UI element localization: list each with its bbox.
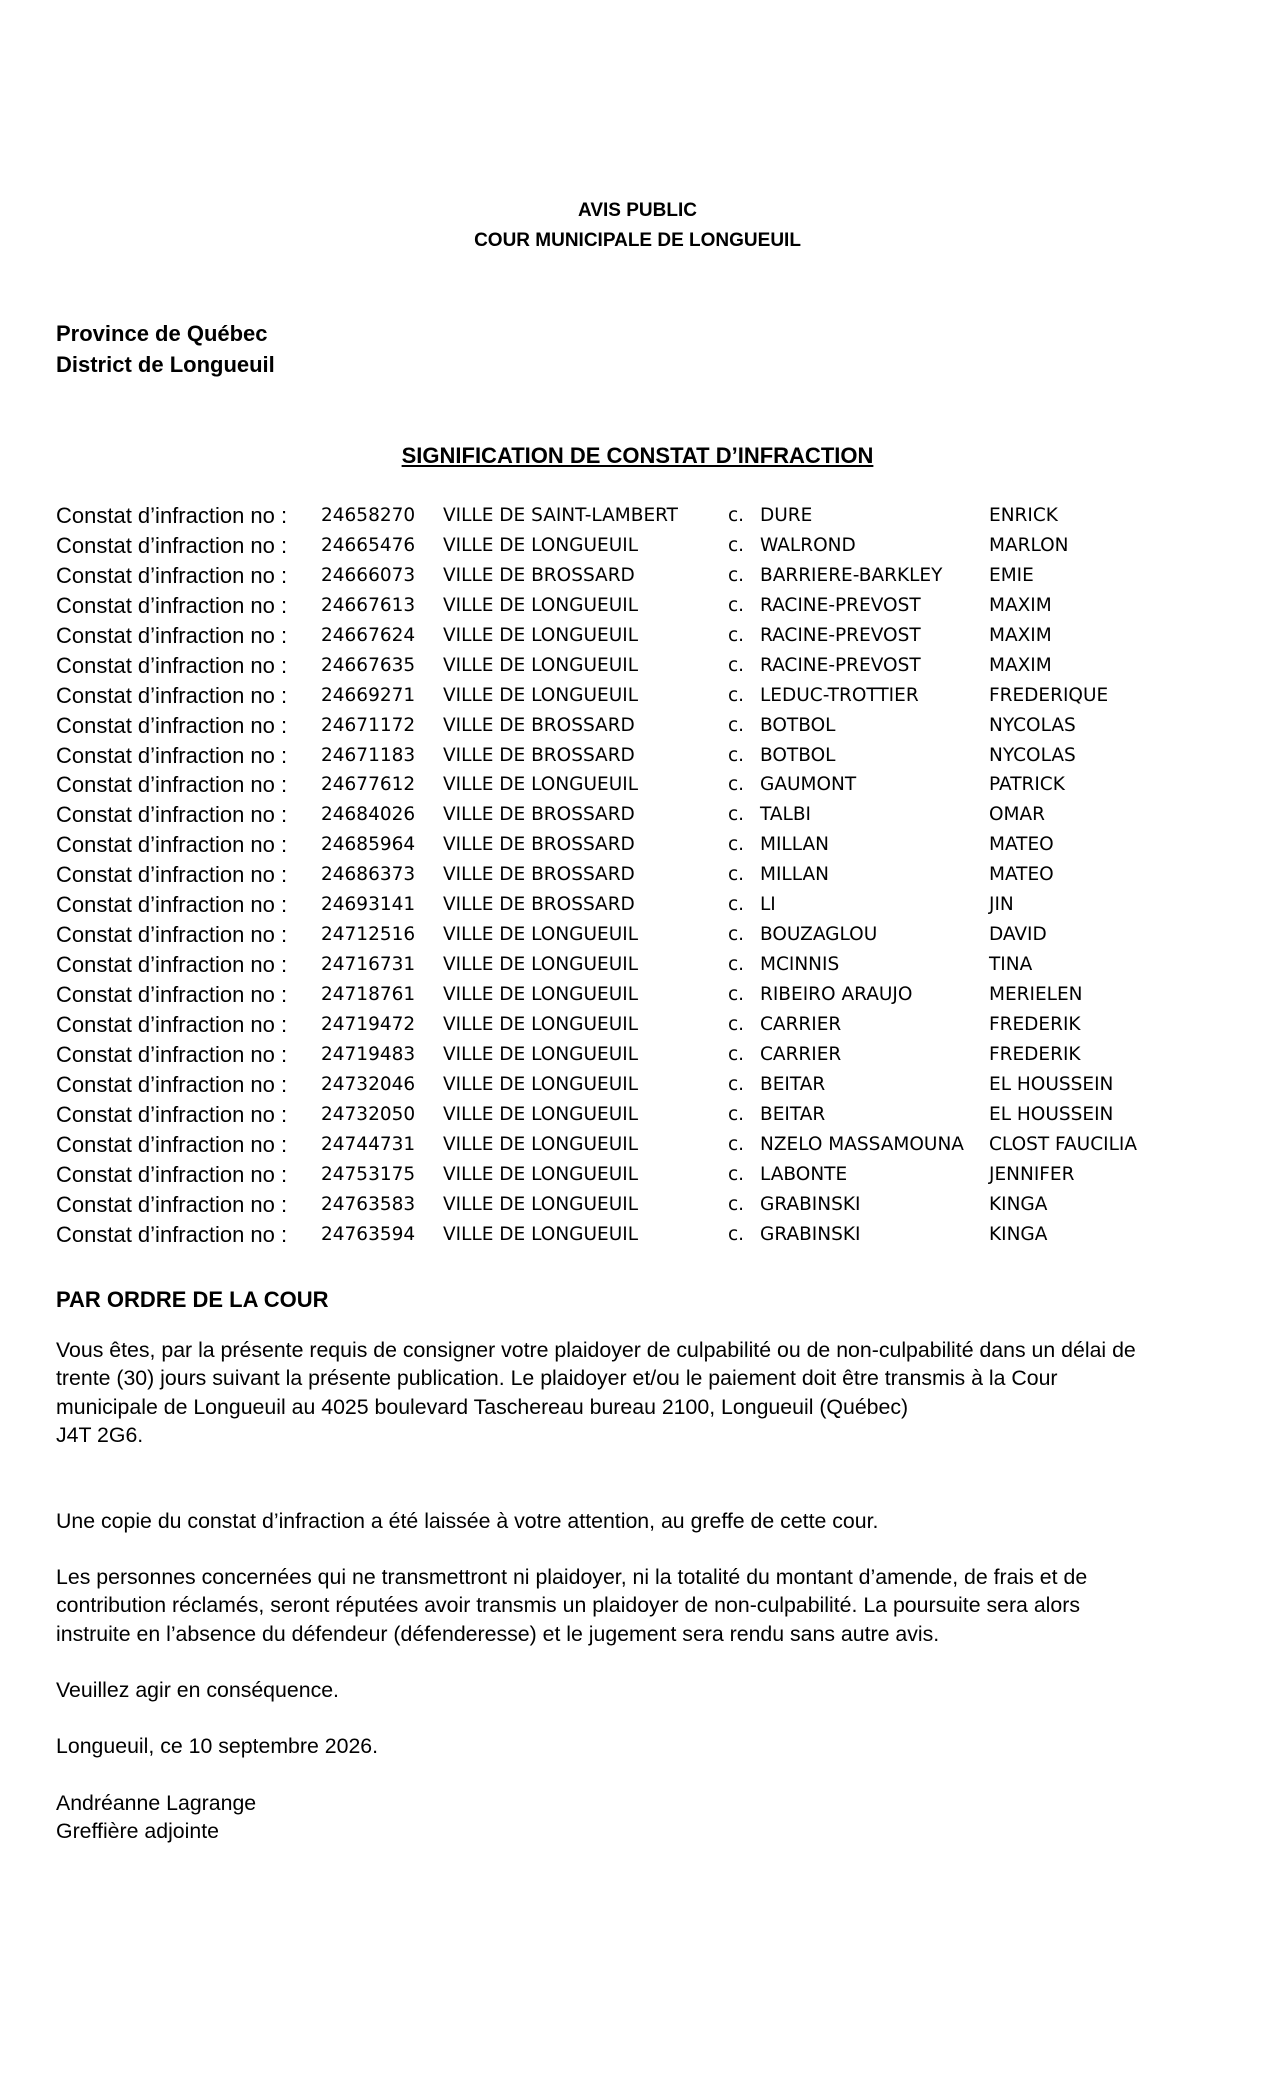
versus-separator: c. [728,864,745,886]
infraction-number: 24718761 [321,984,416,1005]
infraction-number: 24716731 [321,954,416,976]
versus-separator: c. [728,624,745,646]
versus-separator: c. [728,1103,745,1125]
defendant-last-name: MILLAN [760,864,829,886]
infraction-label: Constat d’infraction no : [56,652,288,678]
versus-separator: c. [728,924,745,946]
defendant-first-name: MARLON [989,534,1069,556]
defendant-first-name: DAVID [989,924,1047,946]
versus-separator: c. [728,684,745,706]
plaintiff-city: VILLE DE BROSSARD [443,804,635,826]
paragraph-line: Vous êtes, par la présente requis de consigner votre plaidoyer de culpabilité ou de non-culpabilité dans un délai de [56,1338,1136,1362]
infraction-number: 24763583 [321,1193,416,1215]
infraction-row [56,561,1236,591]
defendant-last-name: BOUZAGLOU [760,924,878,946]
plaintiff-city: VILLE DE LONGUEUIL [443,1133,639,1155]
versus-separator: c. [728,984,745,1005]
infraction-row [56,621,1236,651]
infraction-row [56,531,1236,561]
header-court-name: COUR MUNICIPALE DE LONGUEUIL [474,230,801,251]
plaintiff-city: VILLE DE LONGUEUIL [443,1103,639,1125]
defendant-first-name: FREDERIK [989,1013,1081,1035]
defendant-last-name: RACINE-PREVOST [760,624,921,646]
infraction-row [56,681,1236,711]
infraction-number: 24753175 [321,1163,416,1185]
infraction-row [56,800,1236,830]
infraction-number: 24744731 [321,1133,416,1155]
defendant-last-name: LI [760,894,776,916]
defendant-first-name: TINA [989,954,1033,976]
paragraph-line: trente (30) jours suivant la présente publication. Le plaidoyer et/ou le paiement doit être transmis à la Cour [56,1366,1058,1391]
plaintiff-city: VILLE DE LONGUEUIL [443,1223,639,1245]
versus-separator: c. [728,1223,745,1245]
infraction-label: Constat d’infraction no : [56,1041,288,1067]
defendant-last-name: RACINE-PREVOST [760,594,921,616]
infraction-number: 24686373 [321,864,416,886]
defendant-last-name: NZELO MASSAMOUNA [760,1133,964,1155]
versus-separator: c. [728,654,745,676]
infraction-number: 24666073 [321,564,416,586]
infraction-number: 24658270 [321,505,416,526]
infraction-label: Constat d’infraction no : [56,982,288,1007]
infraction-number: 24677612 [321,774,416,796]
plaintiff-city: VILLE DE SAINT-LAMBERT [443,505,678,526]
notice-header [0,196,1275,256]
plaintiff-city: VILLE DE BROSSARD [443,744,635,766]
district-label: District de Longueuil [56,352,275,377]
infraction-label: Constat d’infraction no : [56,532,288,558]
infraction-label: Constat d’infraction no : [56,832,288,858]
defendant-first-name: KINGA [989,1223,1048,1245]
defendant-last-name: MCINNIS [760,954,840,976]
plaintiff-city: VILLE DE LONGUEUIL [443,954,639,976]
defendant-first-name: MATEO [989,834,1054,856]
infraction-row [56,950,1236,980]
infraction-number: 24719472 [321,1013,416,1035]
defendant-first-name: NYCOLAS [989,744,1076,766]
defendant-last-name: LEDUC-TROTTIER [760,684,919,706]
plaintiff-city: VILLE DE LONGUEUIL [443,1043,639,1065]
versus-separator: c. [728,1193,745,1215]
defendant-first-name: MERIELEN [989,984,1083,1005]
infraction-label: Constat d’infraction no : [56,1071,288,1097]
infraction-label: Constat d’infraction no : [56,592,288,618]
infraction-row [56,1190,1236,1220]
infraction-label: Constat d’infraction no : [56,922,288,948]
infraction-label: Constat d’infraction no : [56,1101,288,1127]
infraction-number: 24684026 [321,804,416,826]
jurisdiction-block [56,318,275,380]
defendant-last-name: GAUMONT [760,774,857,796]
infraction-label: Constat d’infraction no : [56,1131,288,1157]
defendant-first-name: JIN [989,894,1014,916]
versus-separator: c. [728,564,745,586]
defendant-first-name: NYCOLAS [989,714,1076,736]
infraction-number: 24712516 [321,924,416,946]
plaintiff-city: VILLE DE LONGUEUIL [443,984,639,1005]
versus-separator: c. [728,1013,745,1035]
plaintiff-city: VILLE DE BROSSARD [443,894,635,916]
plea-paragraph [56,1336,1226,1449]
infraction-row [56,591,1236,621]
versus-separator: c. [728,804,745,826]
defendant-last-name: CARRIER [760,1013,842,1035]
defendant-last-name: MILLAN [760,834,829,856]
versus-separator: c. [728,834,745,856]
infraction-number: 24667613 [321,594,416,616]
infraction-row [56,830,1236,860]
infraction-row [56,770,1236,800]
paragraph-line: J4T 2G6. [56,1422,144,1447]
defendant-last-name: GRABINSKI [760,1223,861,1245]
paragraph-line: Veuillez agir en conséquence. [56,1678,339,1702]
defendant-last-name: BEITAR [760,1103,826,1125]
plaintiff-city: VILLE DE LONGUEUIL [443,774,639,796]
infraction-row [56,860,1236,890]
defendant-last-name: BEITAR [760,1073,826,1095]
plaintiff-city: VILLE DE LONGUEUIL [443,594,639,616]
infraction-row [56,501,1236,531]
paragraph-line: Une copie du constat d’infraction a été laissée à votre attention, au greffe de cette cour. [56,1509,879,1533]
plaintiff-city: VILLE DE LONGUEUIL [443,1163,639,1185]
infraction-list [56,501,1236,1249]
infraction-row [56,1070,1236,1100]
defendant-first-name: FREDERIQUE [989,684,1109,706]
infraction-row [56,1220,1236,1250]
infraction-number: 24693141 [321,894,416,916]
plaintiff-city: VILLE DE LONGUEUIL [443,534,639,556]
infraction-row [56,1010,1236,1040]
defendant-last-name: BOTBOL [760,744,836,766]
infraction-label: Constat d’infraction no : [56,1191,288,1217]
signatory-title: Greffière adjointe [56,1819,219,1844]
plaintiff-city: VILLE DE LONGUEUIL [443,924,639,946]
infraction-row [56,741,1236,771]
signatory-name: Andréanne Lagrange [56,1791,257,1815]
defendant-first-name: ENRICK [989,505,1058,526]
infraction-label: Constat d’infraction no : [56,682,288,708]
defendant-last-name: TALBI [760,804,811,826]
infraction-label: Constat d’infraction no : [56,772,288,798]
versus-separator: c. [728,534,745,556]
province-label: Province de Québec [56,321,268,346]
versus-separator: c. [728,1163,745,1185]
infraction-label: Constat d’infraction no : [56,712,288,738]
versus-separator: c. [728,594,745,616]
infraction-row [56,1160,1236,1190]
versus-separator: c. [728,714,745,736]
consequence-paragraph [56,1563,1226,1648]
defendant-first-name: MAXIM [989,654,1052,676]
defendant-last-name: RACINE-PREVOST [760,654,921,676]
infraction-label: Constat d’infraction no : [56,562,288,588]
copy-paragraph [56,1507,1226,1535]
infraction-row [56,1130,1236,1160]
defendant-last-name: CARRIER [760,1043,842,1065]
infraction-label: Constat d’infraction no : [56,892,288,918]
versus-separator: c. [728,1043,745,1065]
infraction-label: Constat d’infraction no : [56,622,288,648]
infraction-number: 24763594 [321,1223,416,1245]
order-title: PAR ORDRE DE LA COUR [56,1287,329,1312]
defendant-first-name: MAXIM [989,624,1052,646]
paragraph-line: Longueuil, ce 10 septembre 2026. [56,1734,379,1758]
infraction-row [56,890,1236,920]
plaintiff-city: VILLE DE BROSSARD [443,714,635,736]
infraction-label: Constat d’infraction no : [56,1221,288,1247]
infraction-number: 24671183 [321,744,416,766]
defendant-first-name: EL HOUSSEIN [989,1103,1114,1125]
defendant-last-name: DURE [760,505,813,526]
plaintiff-city: VILLE DE LONGUEUIL [443,1193,639,1215]
versus-separator: c. [728,744,745,766]
infraction-number: 24665476 [321,534,416,556]
infraction-number: 24671172 [321,714,416,736]
infraction-label: Constat d’infraction no : [56,862,288,888]
infraction-row [56,1100,1236,1130]
defendant-first-name: EL HOUSSEIN [989,1073,1114,1095]
infraction-number: 24732050 [321,1103,416,1125]
plaintiff-city: VILLE DE BROSSARD [443,864,635,886]
defendant-first-name: FREDERIK [989,1043,1081,1065]
paragraph-line: Les personnes concernées qui ne transmettront ni plaidoyer, ni la totalité du montant d’amende, de frais et de [56,1565,1088,1589]
plaintiff-city: VILLE DE LONGUEUIL [443,654,639,676]
infraction-row [56,980,1236,1010]
section-title: SIGNIFICATION DE CONSTAT D’INFRACTION [401,443,874,468]
infraction-number: 24667624 [321,624,416,646]
infraction-row [56,711,1236,741]
infraction-label: Constat d’infraction no : [56,503,288,528]
defendant-last-name: BARRIERE-BARKLEY [760,564,943,586]
infraction-row [56,651,1236,681]
date-line [56,1732,1226,1760]
defendant-first-name: OMAR [989,804,1046,826]
infraction-number: 24669271 [321,684,416,706]
versus-separator: c. [728,774,745,796]
plaintiff-city: VILLE DE BROSSARD [443,564,635,586]
defendant-first-name: JENNIFER [989,1163,1075,1185]
versus-separator: c. [728,1073,745,1095]
plaintiff-city: VILLE DE LONGUEUIL [443,624,639,646]
defendant-first-name: MAXIM [989,594,1052,616]
infraction-number: 24732046 [321,1073,416,1095]
plaintiff-city: VILLE DE LONGUEUIL [443,1013,639,1035]
versus-separator: c. [728,894,745,916]
paragraph-line: municipale de Longueuil au 4025 boulevard Taschereau bureau 2100, Longueuil (Québec) [56,1394,909,1419]
defendant-last-name: RIBEIRO ARAUJO [760,984,913,1005]
infraction-number: 24685964 [321,834,416,856]
defendant-last-name: WALROND [760,534,856,556]
plaintiff-city: VILLE DE LONGUEUIL [443,1073,639,1095]
act-paragraph [56,1676,1226,1704]
defendant-first-name: MATEO [989,864,1054,886]
infraction-label: Constat d’infraction no : [56,802,288,828]
defendant-first-name: EMIE [989,564,1034,586]
versus-separator: c. [728,1133,745,1155]
defendant-last-name: LABONTE [760,1163,848,1185]
infraction-label: Constat d’infraction no : [56,952,288,978]
defendant-first-name: PATRICK [989,774,1065,796]
versus-separator: c. [728,505,745,526]
plaintiff-city: VILLE DE BROSSARD [443,834,635,856]
header-title: AVIS PUBLIC [578,200,697,221]
defendant-first-name: KINGA [989,1193,1048,1215]
infraction-row [56,920,1236,950]
infraction-number: 24667635 [321,654,416,676]
defendant-first-name: CLOST FAUCILIA [989,1133,1137,1155]
infraction-row [56,1040,1236,1070]
versus-separator: c. [728,954,745,976]
signature-block [56,1789,1226,1846]
infraction-label: Constat d’infraction no : [56,742,288,768]
paragraph-line: contribution réclamés, seront réputées avoir transmis un plaidoyer de non-culpabilité. La poursuite sera alors [56,1593,1080,1618]
infraction-label: Constat d’infraction no : [56,1011,288,1037]
infraction-number: 24719483 [321,1043,416,1065]
defendant-last-name: BOTBOL [760,714,836,736]
plaintiff-city: VILLE DE LONGUEUIL [443,684,639,706]
infraction-label: Constat d’infraction no : [56,1161,288,1187]
defendant-last-name: GRABINSKI [760,1193,861,1215]
paragraph-line: instruite en l’absence du défendeur (défenderesse) et le jugement sera rendu sans autre avis. [56,1621,940,1646]
